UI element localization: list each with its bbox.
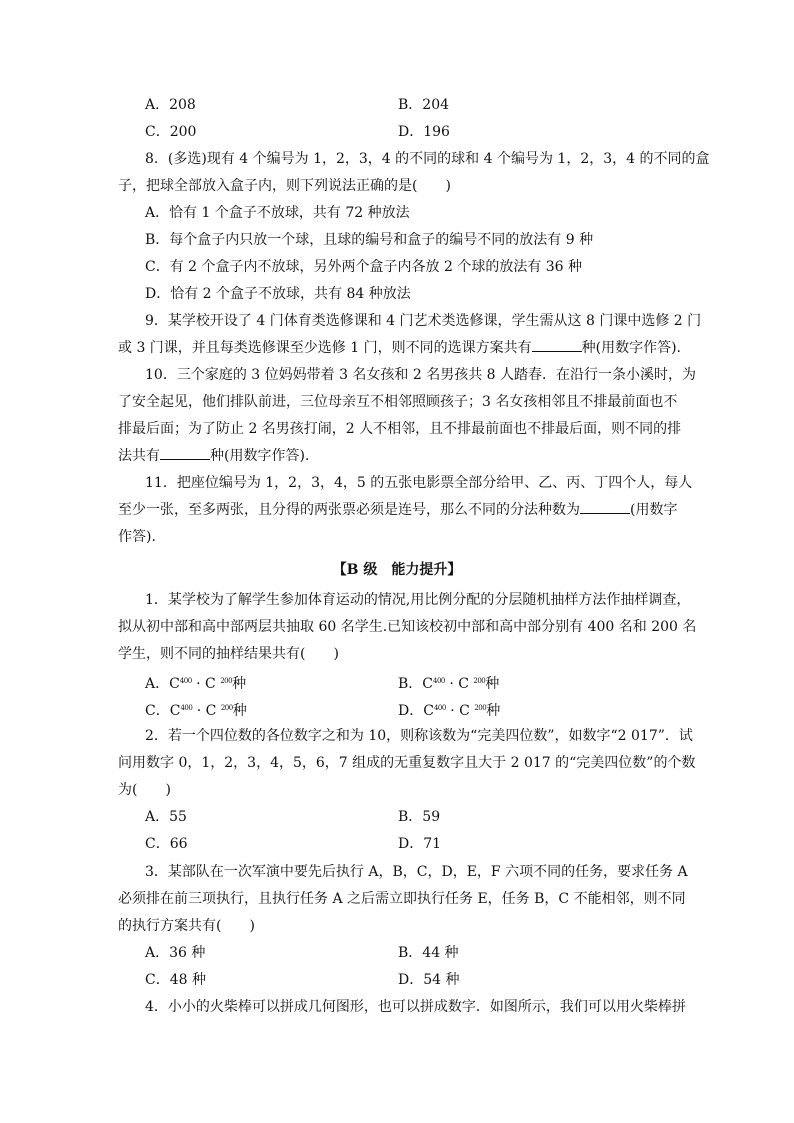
q7-option-d: D．196 <box>398 124 450 140</box>
b3-stem-line2: 必须排在前三项执行，且执行任务 A 之后需立即执行任务 E，任务 B，C 不能相邻，则不同 <box>118 891 686 907</box>
b1-option-c-sup1: 400 <box>180 704 193 712</box>
b3-option-b: B．44 种 <box>398 945 459 961</box>
b2-option-d: D．71 <box>398 836 442 852</box>
b3-option-a: A．36 种 <box>145 945 206 961</box>
b1-option-c <box>145 698 247 721</box>
b1-option-d-tail: 种 <box>486 703 501 719</box>
q9-stem-line1: 9．某学校开设了 4 门体育类选修课和 4 门艺术类选修课，学生需从这 8 门课中选修 2 门 <box>145 313 702 329</box>
b1-stem-line3: 学生，则不同的抽样结果共有( ) <box>118 646 339 662</box>
b2-option-c: C．66 <box>145 836 188 852</box>
b2-stem-line2: 问用数字 0，1，2，3，4，5，6，7 组成的无重复数字且大于 2 017 的“完美四位数”的个数 <box>118 755 696 771</box>
b1-stem-line2: 拟从初中部和高中部两层共抽取 60 名学生.已知该校初中部和高中部分别有 400 名和 200 名 <box>118 619 697 635</box>
b1-option-a-label: A．C <box>145 676 180 692</box>
b1-option-d-sup2: 200 <box>474 704 487 712</box>
q7-option-b: B．204 <box>398 97 450 113</box>
section-b-heading: 【B 级 能力提升】 <box>332 562 462 578</box>
b3-stem-line3: 的执行方案共有( ) <box>118 918 255 934</box>
b2-option-a: A．55 <box>145 809 187 825</box>
b1-option-c-label: C．C <box>145 703 181 719</box>
q11-stem-line3: 作答). <box>118 529 156 545</box>
b1-option-d-label: D．C <box>398 703 434 719</box>
b1-option-b-tail: 种 <box>485 676 500 692</box>
q11-stem-line2-pre: 至少一张，至多两张，且分得的两张票必须是连号，那么不同的分法种数为 <box>118 502 580 518</box>
q9-stem-line2-pre: 或 3 门课，并且每类选修课至少选修 1 门，则不同的选课方案共有 <box>118 340 532 356</box>
b1-option-c-sup2: 200 <box>220 704 233 712</box>
b1-option-b-label: B．C <box>398 676 433 692</box>
q7-option-a: A．208 <box>145 97 196 113</box>
b1-option-b-sup2: 200 <box>473 677 486 685</box>
b1-option-c-tail: 种 <box>232 703 247 719</box>
b1-option-d-mid: · C <box>445 703 475 719</box>
b1-option-a-sup2: 200 <box>220 677 233 685</box>
q10-stem-line1: 10．三个家庭的 3 位妈妈带着 3 名女孩和 2 名男孩共 8 人踏春．在沿行一条小溪时，为 <box>145 367 697 383</box>
b1-stem-line1: 1．某学校为了解学生参加体育运动的情况,用比例分配的分层随机抽样方法作抽样调查， <box>145 592 691 608</box>
q10-stem-line4-pre: 法共有 <box>118 448 160 464</box>
b2-stem-line3: 为( ) <box>118 782 171 798</box>
b2-stem-line1: 2．若一个四位数的各位数字之和为 10，则称该数为“完美四位数”，如数字“2 017”．试 <box>145 728 693 744</box>
b3-stem-line1: 3．某部队在一次军演中要先后执行 A，B，C，D，E，F 六项不同的任务，要求任务 A <box>145 864 688 880</box>
b1-option-a-mid: · C <box>191 676 221 692</box>
q9-stem-line2-post: 种(用数字作答). <box>581 340 681 356</box>
b1-option-c-mid: · C <box>192 703 221 719</box>
b1-option-a-tail: 种 <box>232 676 247 692</box>
answer-blank <box>580 500 630 514</box>
q10-stem-line4 <box>118 446 309 466</box>
q7-option-c: C．200 <box>145 124 197 140</box>
b1-option-a <box>145 671 246 694</box>
answer-blank <box>532 338 582 352</box>
b1-option-b <box>398 671 499 694</box>
b1-option-b-mid: · C <box>444 676 474 692</box>
b1-option-a-sup1: 400 <box>179 677 192 685</box>
q11-stem-line2 <box>118 500 677 520</box>
b1-option-b-sup1: 400 <box>433 677 445 685</box>
b1-option-d <box>398 698 500 721</box>
answer-blank <box>160 446 210 460</box>
q10-stem-line3: 排最后面；为了防止 2 名男孩打闹，2 人不相邻，且不排最前面也不排最后面，则不同的排 <box>118 421 682 437</box>
q8-option-d: D．恰有 2 个盒子不放球，共有 84 种放法 <box>145 286 411 302</box>
q8-option-a: A．恰有 1 个盒子不放球，共有 72 种放法 <box>145 205 410 221</box>
q8-stem-line1: 8．(多选)现有 4 个编号为 1，2，3，4 的不同的球和 4 个编号为 1，2，3，4 的不同的盒 <box>145 151 710 167</box>
q11-stem-line2-post: (用数字 <box>630 502 678 518</box>
q10-stem-line2: 了安全起见，他们排队前进，三位母亲互不相邻照顾孩子；3 名女孩相邻且不排最前面也不 <box>118 394 678 410</box>
q10-stem-line4-post: 种(用数字作答). <box>210 448 310 464</box>
b3-option-d: D．54 种 <box>398 972 460 988</box>
q8-stem-line2: 子，把球全部放入盒子内，则下列说法正确的是( ) <box>118 178 451 194</box>
q8-option-b: B．每个盒子内只放一个球，且球的编号和盒子的编号不同的放法有 9 种 <box>145 232 594 248</box>
q8-option-c: C．有 2 个盒子内不放球，另外两个盒子内各放 2 个球的放法有 36 种 <box>145 259 583 275</box>
b2-option-b: B．59 <box>398 809 441 825</box>
b3-option-c: C．48 种 <box>145 972 206 988</box>
b4-stem-line1: 4．小小的火柴棒可以拼成几何图形，也可以拼成数字．如图所示，我们可以用火柴棒拼 <box>145 999 686 1015</box>
q11-stem-line1: 11．把座位编号为 1，2，3，4，5 的五张电影票全部分给甲、乙、丙、丁四个人，每人 <box>145 475 693 491</box>
b1-option-d-sup1: 400 <box>433 704 446 712</box>
q9-stem-line2 <box>118 338 681 358</box>
